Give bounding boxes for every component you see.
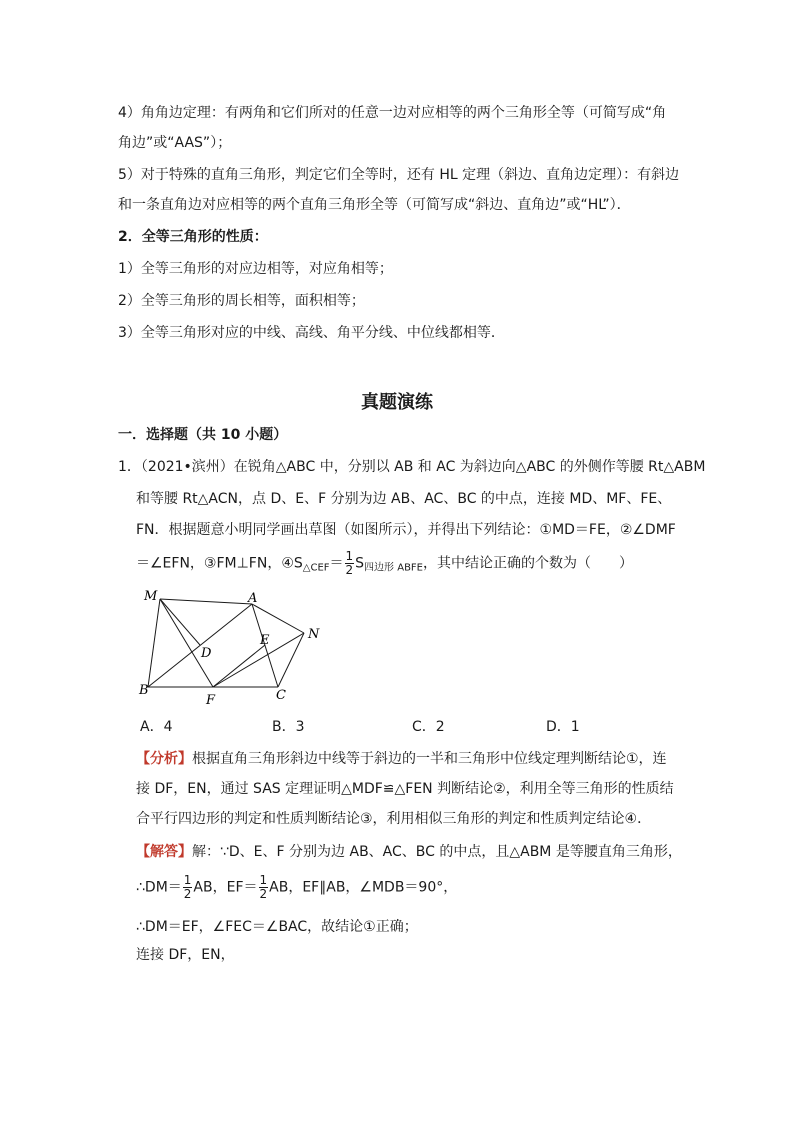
choice-d: D．1 xyxy=(546,719,580,735)
choice-b: B．3 xyxy=(272,719,305,735)
analysis-line-1 xyxy=(136,750,667,768)
question-line-4 xyxy=(136,550,633,578)
fraction-numerator: 1 xyxy=(259,873,268,887)
analysis-tag: 【分析】 xyxy=(136,751,192,767)
fraction-denominator: 2 xyxy=(345,563,354,577)
fraction-half-2 xyxy=(259,874,269,901)
solution-text-2a: ∴DM＝ xyxy=(136,879,182,896)
solution-line-1 xyxy=(136,843,682,861)
area-subscript-abfe: 四边形 ABFE xyxy=(364,562,423,574)
question-line-1: 1．（2021•滨州）在锐角△ABC 中，分别以 AB 和 AC 为斜边向△ABC 的外侧作等腰 Rt△ABM xyxy=(118,459,706,475)
question-line-3: FN．根据题意小明同学画出草图（如图所示），并得出下列结论：①MD＝FE，②∠DMF xyxy=(136,522,676,538)
property-2: 2）全等三角形的周长相等，面积相等； xyxy=(118,293,365,309)
analysis-line-2: 接 DF，EN，通过 SAS 定理证明△MDF≌△FEN 判断结论②，利用全等三角形的性质结 xyxy=(136,781,674,797)
fraction-numerator: 1 xyxy=(345,549,354,563)
fraction-denominator: 2 xyxy=(259,887,268,901)
question-text-c: S xyxy=(355,555,365,572)
question-line-2: 和等腰 Rt△ACN，点 D、E、F 分别为边 AB、AC、BC 的中点，连接 MD、MF、FE、 xyxy=(136,491,672,507)
question-text-d: ，其中结论正确的个数为（ ） xyxy=(423,555,633,572)
property-3: 3）全等三角形对应的中线、高线、角平分线、中位线都相等． xyxy=(118,325,505,341)
solution-text-2b: AB，EF＝ xyxy=(193,879,258,896)
analysis-text-1: 根据直角三角形斜边中线等于斜边的一半和三角形中位线定理判断结论①，连 xyxy=(192,751,667,767)
section-title: 真题演练 xyxy=(361,392,433,413)
question-text-a: ＝∠EFN，③FM⊥FN，④S xyxy=(136,555,303,572)
fraction-numerator: 1 xyxy=(183,873,192,887)
solution-text-1: 解：∵D、E、F 分别为边 AB、AC、BC 的中点，且△ABM 是等腰直角三角形， xyxy=(192,844,682,860)
theorem-hl-line-2: 和一条直角边对应相等的两个直角三角形全等（可简写成“斜边、直角边”或“HL”）． xyxy=(118,197,631,213)
label-M: M xyxy=(144,589,158,604)
solution-line-4: 连接 DF，EN， xyxy=(136,947,235,963)
solution-text-2c: AB，EF∥AB，∠MDB＝90°， xyxy=(269,879,458,896)
solution-line-2 xyxy=(136,874,457,901)
theorem-aas-line-1: 4）角角边定理：有两角和它们所对的任意一边对应相等的两个三角形全等（可简写成“角 xyxy=(118,105,667,121)
choice-a: A．4 xyxy=(140,719,173,735)
label-C: C xyxy=(276,688,286,703)
label-A: A xyxy=(248,591,258,606)
label-N: N xyxy=(308,627,320,642)
area-subscript-cef: △CEF xyxy=(302,562,330,574)
theorem-aas-line-2: 角边”或“AAS”）； xyxy=(118,135,232,151)
theorem-hl-line-1: 5）对于特殊的直角三角形，判定它们全等时，还有 HL 定理（斜边、直角边定理）：有斜边 xyxy=(118,167,680,183)
fraction-half-1 xyxy=(183,874,193,901)
part-heading: 一．选择题（共 10 小题） xyxy=(118,427,288,443)
choice-c: C．2 xyxy=(412,719,445,735)
solution-tag: 【解答】 xyxy=(136,844,192,860)
analysis-line-3: 合平行四边形的判定和性质判断结论③，利用相似三角形的判定和性质判定结论④． xyxy=(136,811,652,827)
property-1: 1）全等三角形的对应边相等，对应角相等； xyxy=(118,261,393,277)
properties-heading: 2．全等三角形的性质： xyxy=(118,229,268,245)
label-E: E xyxy=(260,633,270,648)
geometry-figure xyxy=(136,584,336,710)
label-B: B xyxy=(139,683,149,698)
fraction-one-half xyxy=(345,550,355,577)
label-D: D xyxy=(201,646,212,661)
fraction-denominator: 2 xyxy=(183,887,192,901)
solution-line-3: ∴DM＝EF，∠FEC＝∠BAC，故结论①正确； xyxy=(136,919,418,935)
question-text-b: ＝ xyxy=(329,555,344,572)
label-F: F xyxy=(206,693,216,708)
